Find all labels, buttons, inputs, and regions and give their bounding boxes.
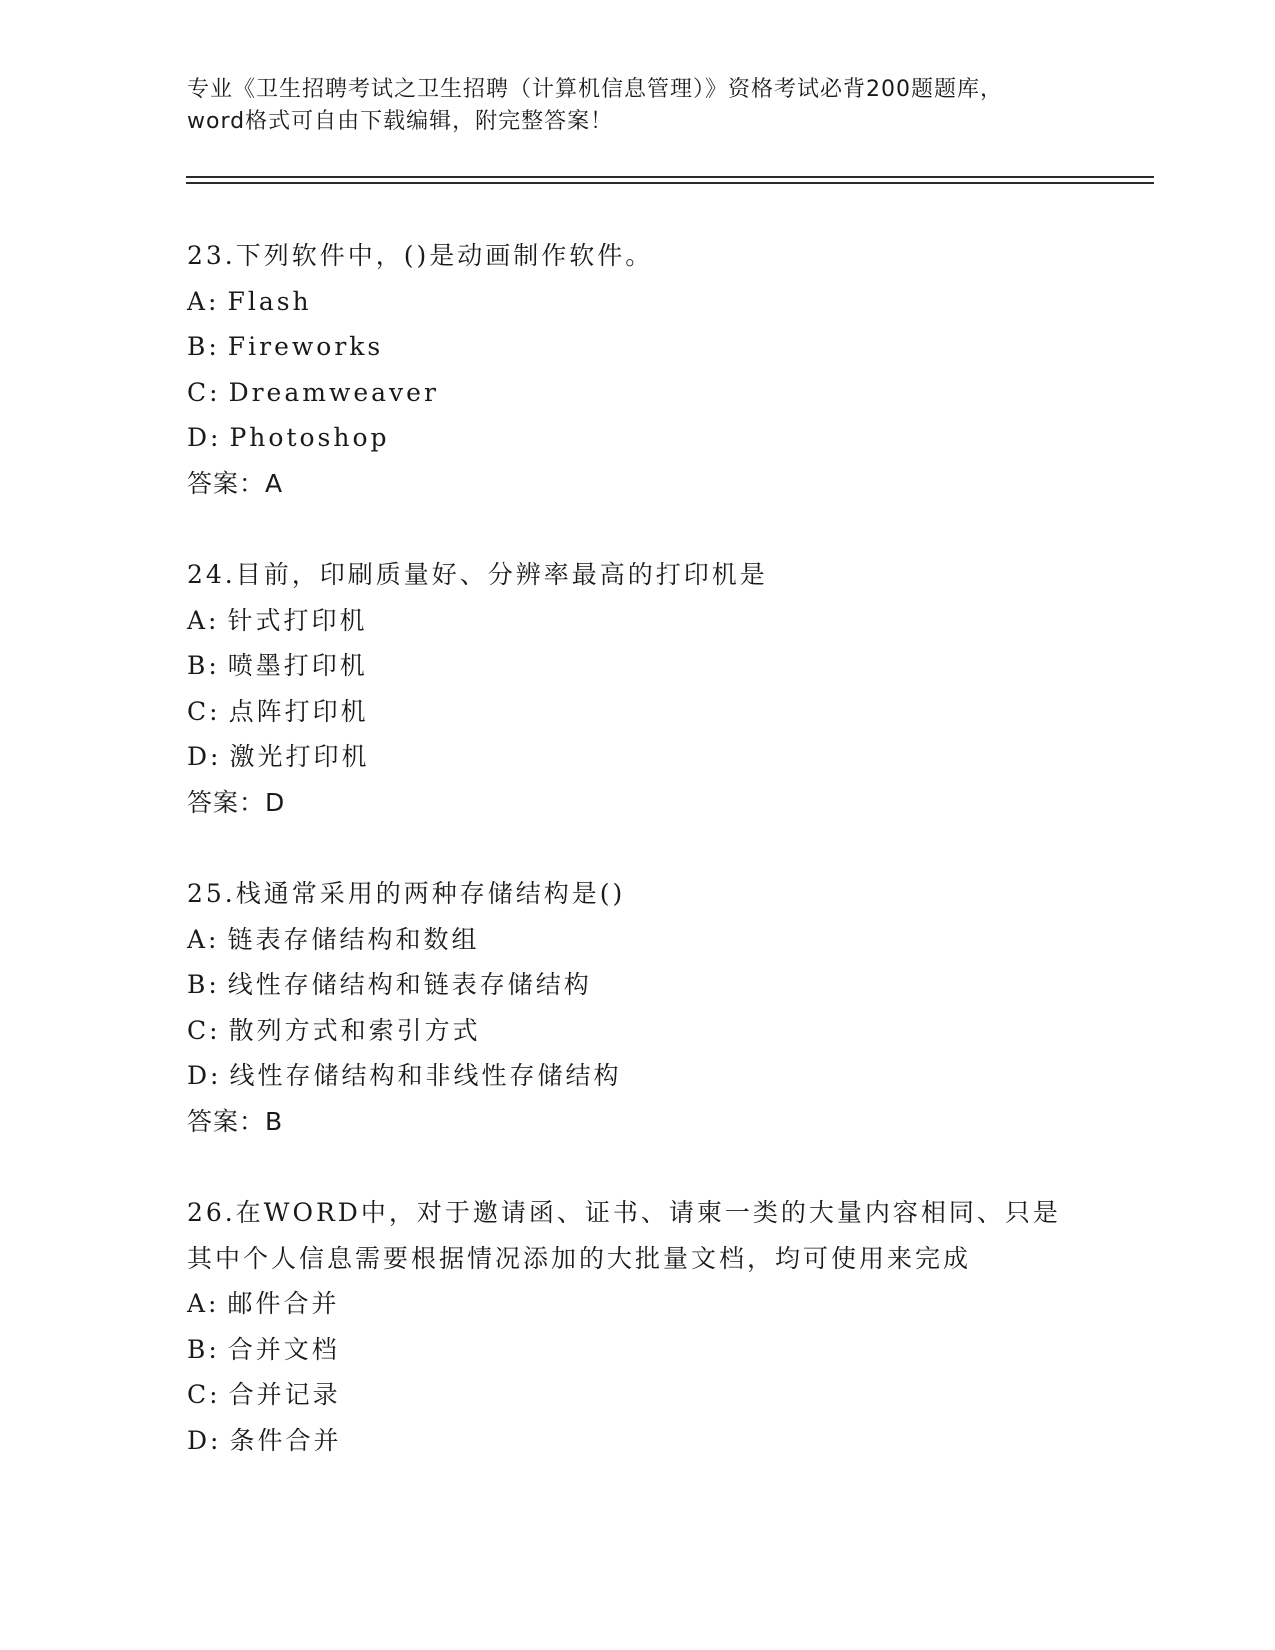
option-a xyxy=(187,279,1087,325)
option-text: 合并文档 xyxy=(227,1334,340,1364)
option-text: 线性存储结构和链表存储结构 xyxy=(227,970,592,999)
option-c xyxy=(187,1008,1087,1054)
option-c xyxy=(187,1372,1087,1418)
option-d xyxy=(187,1053,1087,1099)
option-a xyxy=(187,598,1087,644)
question-block-24 xyxy=(187,552,1087,825)
option-b xyxy=(187,962,1087,1008)
option-letter: A: xyxy=(187,924,220,954)
option-text: Dreamweaver xyxy=(228,377,439,407)
option-letter: D: xyxy=(187,1061,222,1090)
option-letter: C: xyxy=(187,696,221,726)
header-title-line: 专业《卫生招聘考试之卫生招聘（计算机信息管理）》资格考试必背200题题库， xyxy=(187,77,1003,102)
option-text: 喷墨打印机 xyxy=(227,651,368,680)
option-text: Photoshop xyxy=(229,423,390,452)
option-b xyxy=(187,643,1087,689)
option-letter: C: xyxy=(187,1380,221,1409)
option-letter: A: xyxy=(187,1289,220,1318)
option-text: 邮件合并 xyxy=(227,1289,340,1318)
option-letter: D: xyxy=(187,423,222,452)
option-letter: B: xyxy=(187,651,220,680)
question-text-continued: 其中个人信息需要根据情况添加的大批量文档，均可使用来完成 xyxy=(187,1243,972,1273)
option-a xyxy=(187,1281,1087,1327)
option-c xyxy=(187,370,1087,416)
option-letter: C: xyxy=(187,1015,221,1045)
question-text: 25.栈通常采用的两种存储结构是() xyxy=(187,879,626,908)
option-letter: D: xyxy=(187,742,222,771)
answer-text: 答案：D xyxy=(187,787,286,817)
option-text: 链表存储结构和数组 xyxy=(227,924,480,954)
option-text: 点阵打印机 xyxy=(228,696,369,726)
answer-text: 答案：A xyxy=(187,468,284,498)
answer-text: 答案：B xyxy=(187,1106,284,1136)
option-c xyxy=(187,689,1087,735)
option-text: 线性存储结构和非线性存储结构 xyxy=(229,1061,622,1090)
question-block-23 xyxy=(187,233,1087,506)
option-b xyxy=(187,324,1087,370)
option-text: 针式打印机 xyxy=(227,605,368,635)
document-header xyxy=(187,74,1087,138)
option-b xyxy=(187,1327,1087,1373)
header-divider-top xyxy=(186,176,1154,178)
option-letter: B: xyxy=(187,970,220,999)
question-text: 24.目前，印刷质量好、分辨率最高的打印机是 xyxy=(187,560,768,589)
option-text: 条件合并 xyxy=(229,1425,342,1455)
option-text: Flash xyxy=(227,286,312,316)
option-letter: B: xyxy=(187,332,220,361)
option-letter: D: xyxy=(187,1425,222,1455)
option-text: 散列方式和索引方式 xyxy=(228,1015,481,1045)
option-d xyxy=(187,734,1087,780)
option-letter: A: xyxy=(187,605,220,635)
question-text: 23.下列软件中，()是动画制作软件。 xyxy=(187,241,654,270)
option-d xyxy=(187,1418,1087,1464)
option-d xyxy=(187,415,1087,461)
option-text: 合并记录 xyxy=(228,1380,341,1409)
header-divider-bottom xyxy=(186,182,1154,184)
option-letter: A: xyxy=(187,286,220,316)
option-a xyxy=(187,917,1087,963)
question-block-25 xyxy=(187,871,1087,1144)
option-text: Fireworks xyxy=(227,332,384,361)
question-block-26 xyxy=(187,1190,1087,1463)
question-text: 26.在WORD中，对于邀请函、证书、请柬一类的大量内容相同、只是 xyxy=(187,1198,1061,1227)
option-letter: C: xyxy=(187,377,221,407)
option-letter: B: xyxy=(187,1334,220,1364)
header-subtitle-line: word格式可自由下载编辑，附完整答案！ xyxy=(187,109,614,134)
option-text: 激光打印机 xyxy=(229,742,370,771)
